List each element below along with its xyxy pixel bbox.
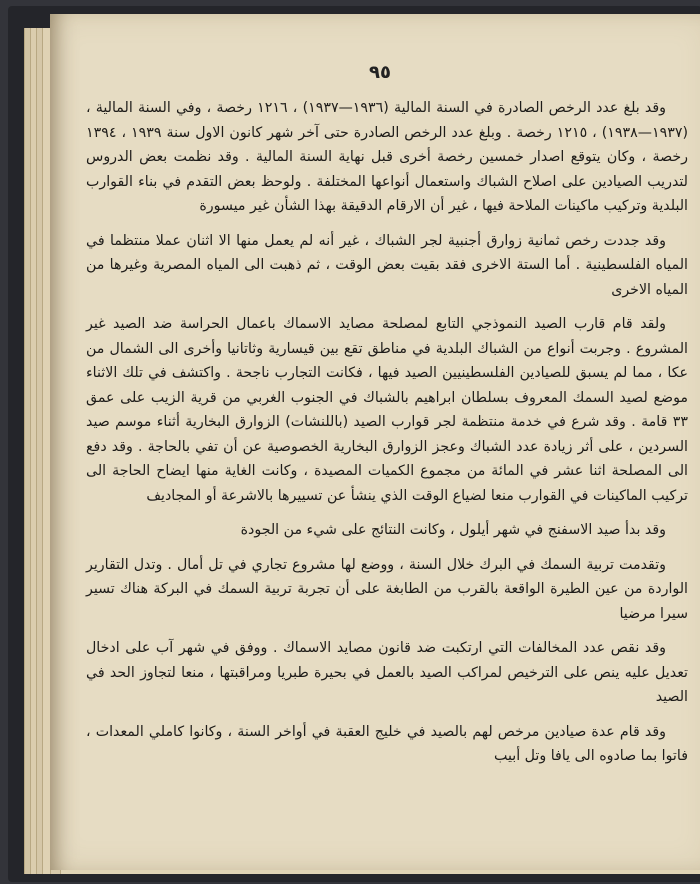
page-body (86, 96, 688, 779)
paragraph-offences: وقد نقص عدد المخالفات التي ارتكبت ضد قانون مصايد الاسماك . ووفق في شهر آب على ادخال تعديل عليه ينص على الترخيص لمراكب الصيد بالعمل في بحيرة طبريا ومراقبتها ، منعا لتجاوز الحد في الصيد (86, 640, 688, 705)
paragraph-model-boat: ولقد قام قارب الصيد النموذجي التابع لمصلحة مصايد الاسماك باعمال الحراسة ضد الصيد غير المشروع . وجربت أنواع من الشباك البلدية في مناطق تقع بين قيسارية وثاتانيا وأخرى الى الشمال من عكا ، مما لم يسبق للصيادين الفلسطينيين الصيد فيها ، فكانت التجارب ناجحة . واكتشف في تلك الاثناء موضع لصيد السمك المعروف بسلطان ابراهيم بالشباك في الجنوب الغربي من قرية الزيب على عمق ٣٣ قامة . وقد شرع في خدمة منتظمة لجر قوارب الصيد (باللنشات) الزوارق البخارية أثناء موسم صيد السردين ، على أثر زيادة عدد الشباك وعجز الزوارق البخارية الخصوصية عن أن تفي بالحاجة . وقد دفع الى المصلحة اثنا عشر في المائة من مجموع الكميات المصيدة ، وكانت الغاية منها ايضاح الحاجة الى تركيب الماكينات في القوارب منعا لضياع الوقت الذي ينشأ عن تسييرها بالاشرعة أو المجاديف (86, 316, 688, 504)
page-number: ٩٥ (369, 62, 391, 83)
paragraph-sponge: وقد بدأ صيد الاسفنج في شهر أيلول ، وكانت النتائج على شيء من الجودة (240, 522, 666, 538)
paragraph-foreign-trawlers: وقد جددت رخص ثمانية زوارق أجنبية لجر الشباك ، غير أنه لم يعمل منها الا اثنان عملا منتظما في المياه الفلسطينية . أما الستة الاخرى فقد بقيت بعض الوقت ، ثم ذهبت الى المياه المصرية وغيرها من المياه الاخرى (86, 232, 688, 298)
paragraph-aqaba: وقد قام عدة صيادين مرخص لهم بالصيد في خليج العقبة في أواخر السنة ، وكانوا كاملي المعدات ، فاتوا بما صادوه الى يافا وتل أبيب (86, 723, 688, 764)
paragraph-fish-ponds: وتقدمت تربية السمك في البرك خلال السنة ، ووضع لها مشروع تجاري في تل أمال . وتدل التقارير الواردة من عين الطيرة الواقعة بالقرب من الطابغة على أن تجربة تربية السمك في البركة هناك تسير سيرا مرضيا (86, 556, 688, 622)
paragraph-licenses: وقد بلغ عدد الرخص الصادرة في السنة المالية (١٩٣٦—١٩٣٧) ، ١٢١٦ رخصة ، وفي السنة المالية ، (١٩٣٧—١٩٣٨) ، ١٢١٥ رخصة . وبلغ عدد الرخص الصادرة حتى آخر شهر كانون الاول سنة ١٩٣٩ ، ١٣٩٤ رخصة ، وكان يتوقع اصدار خمسين رخصة أخرى قبل نهاية السنة المالية . وقد نظمت بعض الدروس لتدريب الصيادين على اصلاح الشباك واستعمال أنواعها المختلفة . ولوحظ بعض التقدم في بناء القوارب البلدية وتركيب ماكينات الملاحة فيها ، غير أن الارقام الدقيقة بهذا الشأن غير ميسورة (86, 100, 688, 214)
book-page (50, 14, 700, 870)
